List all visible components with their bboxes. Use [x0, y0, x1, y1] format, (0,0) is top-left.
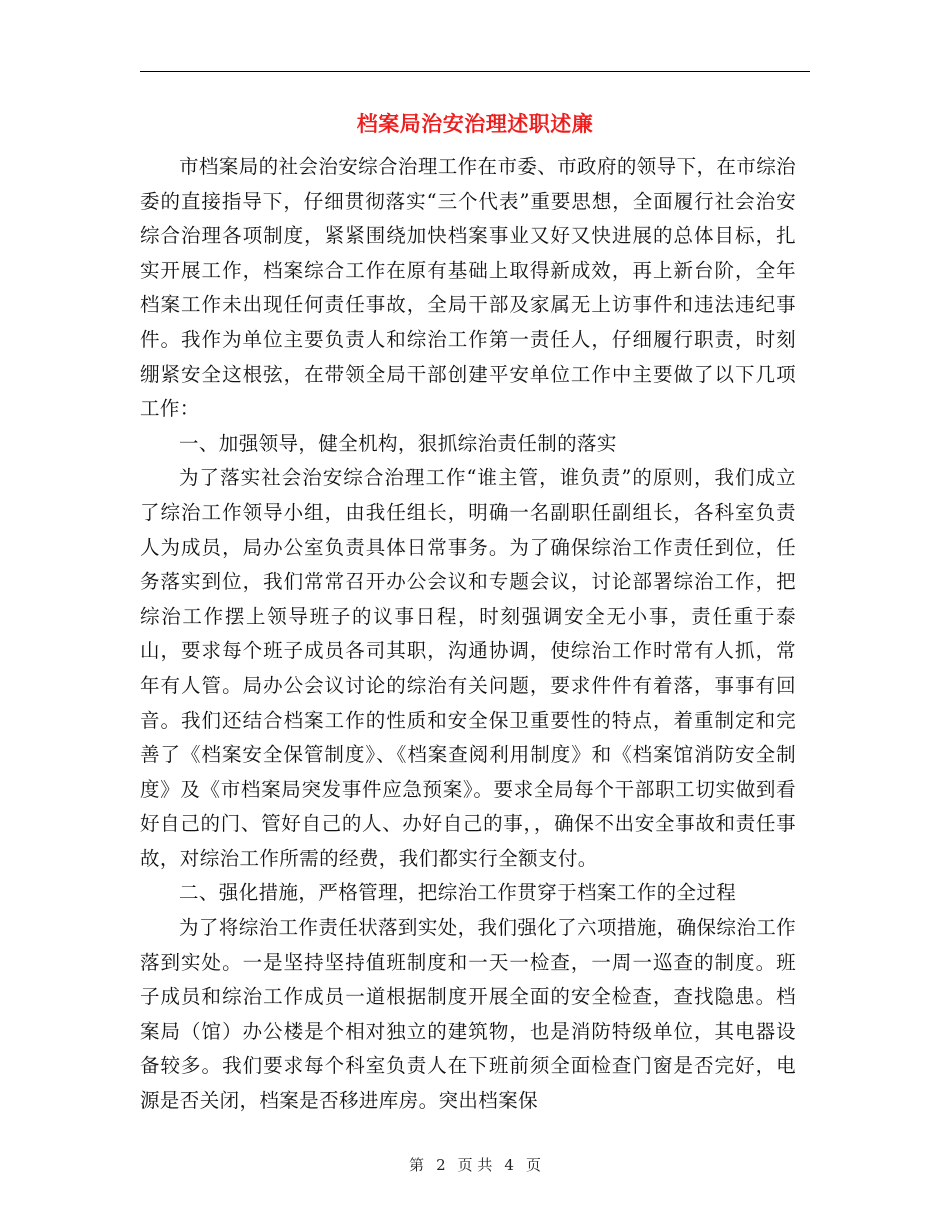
footer-suffix: 页 [525, 1156, 541, 1174]
footer-middle: 页 共 [457, 1156, 493, 1174]
section-heading-1: 一、加强领导，健全机构，狠抓综治责任制的落实 [179, 431, 617, 455]
section-heading-2: 二、强化措施，严格管理，把综治工作贯穿于档案工作的全过程 [179, 881, 737, 905]
section-1-paragraph: 为了落实社会治安综合治理工作“谁主管，谁负责”的原则，我们成立了综治工作领导小组，由我任组长，明确一名副职任副组长，各科室负责人为成员，局办公室负责具体日常事务。为了确保综治工作责任到位，任务落实到位，我们常常召开办公会议和专题会议，讨论部署综治工作，把综治工作摆上领导班子的议事日程，时刻强调安全无小事，责任重于泰山，要求每个班子成员各司其职，沟通协调，使综治工作时常有人抓，常年有人管。局办公会议讨论的综治有关问题，要求件件有着落，事事有回音。我们还结合档案工作的性质和安全保卫重要性的特点，着重制定和完善了《档案安全保管制度》、《档案查阅利用制度》和《档案馆消防安全制度》及《市档案局突发事件应急预案》。要求全局每个干部职工切实做到看好自己的门、管好自己的人、办好自己的事，，确保不出安全事故和责任事故，对综治工作所需的经费，我们都实行全额支付。 [140, 466, 796, 870]
document-title: 档案局治安治理述职述廉 [356, 112, 594, 136]
section-2-paragraph: 为了将综治工作责任状落到实处，我们强化了六项措施，确保综治工作落到实处。一是坚持坚持值班制度和一天一检查，一周一巡查的制度。班子成员和综治工作成员一道根据制度开展全面的安全检查，查找隐患。档案局（馆）办公楼是个相对独立的建筑物，也是消防特级单位，其电器设备较多。我们要求每个科室负责人在下班前须全面检查门窗是否完好，电源是否关闭，档案是否移进库房。突出档案保 [140, 916, 796, 1113]
document-body [140, 150, 796, 1119]
footer-page-number: 2 [436, 1156, 446, 1174]
intro-paragraph: 市档案局的社会治安综合治理工作在市委、市政府的领导下，在市综治委的直接指导下，仔细贯彻落实“三个代表”重要思想，全面履行社会治安综合治理各项制度，紧紧围绕加快档案事业又好又快进展的总体目标，扎实开展工作，档案综合工作在原有基础上取得新成效，再上新台阶，全年档案工作未出现任何责任事故，全局干部及家属无上访事件和违法违纪事件。我作为单位主要负责人和综治工作第一责任人，仔细履行职责，时刻绷紧安全这根弦，在带领全局干部创建平安单位工作中主要做了以下几项工作： [140, 155, 796, 421]
footer-prefix: 第 [409, 1156, 425, 1174]
page-footer [0, 1154, 950, 1175]
header-rule [140, 71, 810, 72]
footer-total-pages: 4 [504, 1156, 514, 1174]
